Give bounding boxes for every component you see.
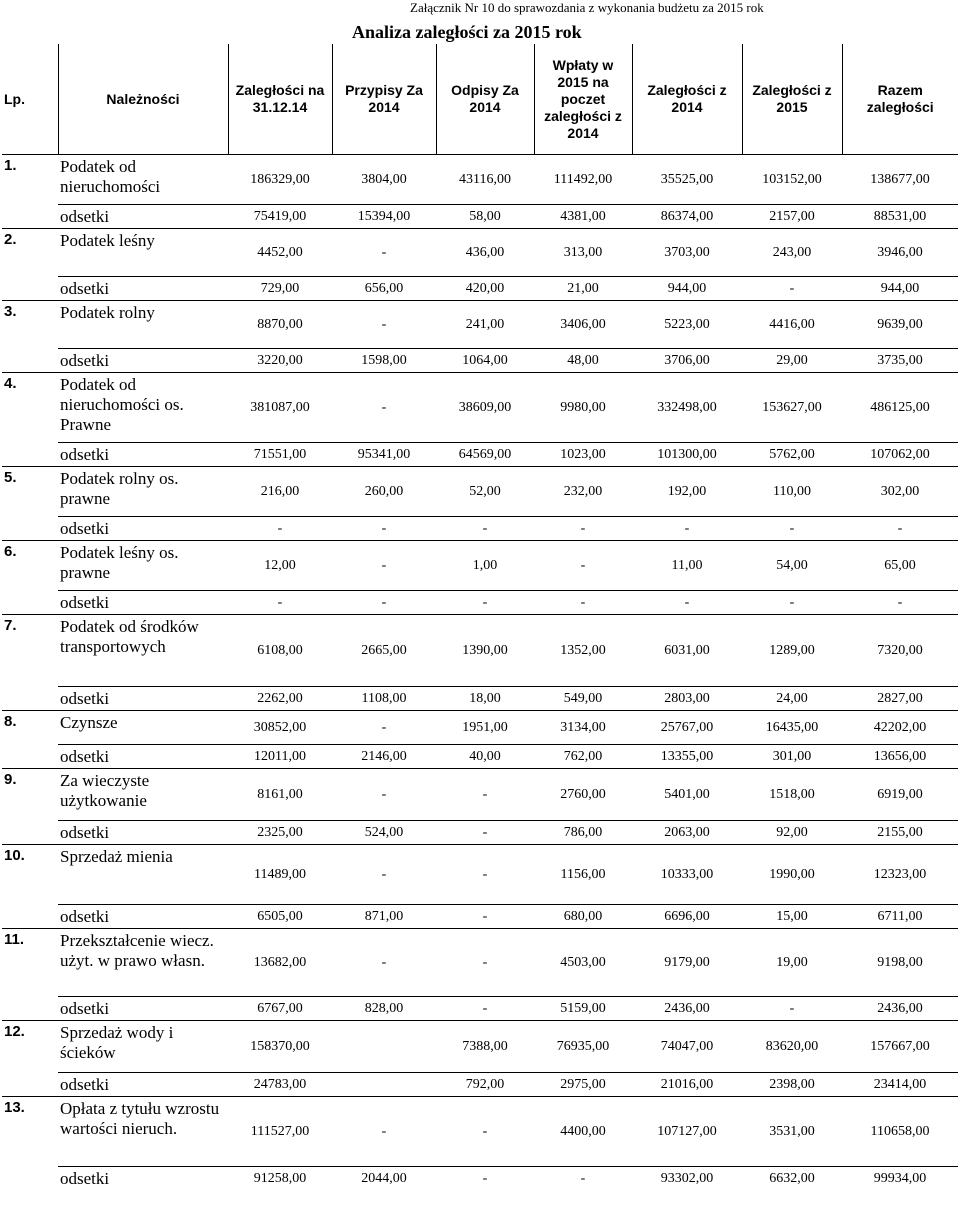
interest-row <box>2 1167 958 1191</box>
interest-value-cell: 5762,00 <box>742 443 842 467</box>
interest-value-cell: 729,00 <box>228 277 332 301</box>
interest-value-cell: 944,00 <box>632 277 742 301</box>
interest-value-cell: 1598,00 <box>332 349 436 373</box>
value-cell: - <box>332 229 436 277</box>
value-cell: 6108,00 <box>228 615 332 687</box>
value-cell: - <box>534 541 632 591</box>
value-cell: 1990,00 <box>742 845 842 905</box>
interest-row <box>2 745 958 769</box>
value-cell: 35525,00 <box>632 155 742 205</box>
interest-value-cell: 95341,00 <box>332 443 436 467</box>
interest-label: odsetki <box>58 277 228 301</box>
interest-value-cell: 792,00 <box>436 1073 534 1097</box>
interest-value-cell: - <box>534 591 632 615</box>
value-cell: 12323,00 <box>842 845 958 905</box>
value-cell: - <box>436 1097 534 1167</box>
interest-value-cell: 24,00 <box>742 687 842 711</box>
value-cell: 6919,00 <box>842 769 958 821</box>
interest-value-cell: 5159,00 <box>534 997 632 1021</box>
interest-label: odsetki <box>58 205 228 229</box>
interest-value-cell: 656,00 <box>332 277 436 301</box>
receivable-name: Czynsze <box>58 711 228 745</box>
interest-row <box>2 821 958 845</box>
value-cell: 19,00 <box>742 929 842 997</box>
value-cell: 1289,00 <box>742 615 842 687</box>
interest-value-cell: - <box>228 517 332 541</box>
interest-value-cell: - <box>742 591 842 615</box>
value-cell: 216,00 <box>228 467 332 517</box>
value-cell: 111527,00 <box>228 1097 332 1167</box>
value-cell: 9639,00 <box>842 301 958 349</box>
column-header-wplaty: Wpłaty w 2015 na poczet zaległości z 2014 <box>534 44 632 155</box>
value-cell: 76935,00 <box>534 1021 632 1073</box>
value-cell: 138677,00 <box>842 155 958 205</box>
table-row <box>2 1021 958 1073</box>
interest-value-cell: 3735,00 <box>842 349 958 373</box>
interest-value-cell: 2063,00 <box>632 821 742 845</box>
interest-row <box>2 349 958 373</box>
interest-value-cell: 93302,00 <box>632 1167 742 1191</box>
interest-value-cell: 13355,00 <box>632 745 742 769</box>
interest-value-cell: 420,00 <box>436 277 534 301</box>
interest-label: odsetki <box>58 745 228 769</box>
value-cell: 4400,00 <box>534 1097 632 1167</box>
receivable-name: Przekształcenie wiecz. użyt. w prawo własn. <box>58 929 228 997</box>
table-body <box>2 155 958 1191</box>
interest-value-cell: 6767,00 <box>228 997 332 1021</box>
value-cell: - <box>332 1097 436 1167</box>
interest-label: odsetki <box>58 997 228 1021</box>
interest-value-cell: - <box>842 591 958 615</box>
interest-value-cell: 3220,00 <box>228 349 332 373</box>
interest-value-cell: 101300,00 <box>632 443 742 467</box>
value-cell: 7388,00 <box>436 1021 534 1073</box>
value-cell: 186329,00 <box>228 155 332 205</box>
interest-value-cell: - <box>436 905 534 929</box>
interest-label: odsetki <box>58 687 228 711</box>
value-cell: 7320,00 <box>842 615 958 687</box>
value-cell: 3946,00 <box>842 229 958 277</box>
interest-value-cell: 48,00 <box>534 349 632 373</box>
value-cell: 192,00 <box>632 467 742 517</box>
value-cell: 65,00 <box>842 541 958 591</box>
interest-label: odsetki <box>58 591 228 615</box>
interest-row <box>2 997 958 1021</box>
interest-value-cell: 6632,00 <box>742 1167 842 1191</box>
value-cell: 111492,00 <box>534 155 632 205</box>
table-row <box>2 155 958 205</box>
row-number: 4. <box>2 373 58 467</box>
interest-value-cell: 6696,00 <box>632 905 742 929</box>
interest-value-cell: 6505,00 <box>228 905 332 929</box>
interest-value-cell: 2155,00 <box>842 821 958 845</box>
table-row <box>2 711 958 745</box>
value-cell: 1352,00 <box>534 615 632 687</box>
value-cell: 12,00 <box>228 541 332 591</box>
interest-row <box>2 277 958 301</box>
table-row <box>2 467 958 517</box>
interest-value-cell: 12011,00 <box>228 745 332 769</box>
value-cell: 13682,00 <box>228 929 332 997</box>
value-cell: 83620,00 <box>742 1021 842 1073</box>
value-cell: 74047,00 <box>632 1021 742 1073</box>
interest-value-cell: 828,00 <box>332 997 436 1021</box>
value-cell: 110658,00 <box>842 1097 958 1167</box>
value-cell: 1951,00 <box>436 711 534 745</box>
interest-row <box>2 443 958 467</box>
interest-row <box>2 1073 958 1097</box>
value-cell: 158370,00 <box>228 1021 332 1073</box>
table-row <box>2 301 958 349</box>
value-cell: 1,00 <box>436 541 534 591</box>
interest-value-cell: 21,00 <box>534 277 632 301</box>
interest-value-cell: 29,00 <box>742 349 842 373</box>
value-cell: 241,00 <box>436 301 534 349</box>
value-cell: 42202,00 <box>842 711 958 745</box>
interest-value-cell: 1023,00 <box>534 443 632 467</box>
value-cell: - <box>332 929 436 997</box>
table-row <box>2 769 958 821</box>
interest-value-cell: 944,00 <box>842 277 958 301</box>
receivable-name: Podatek od środków transportowych <box>58 615 228 687</box>
value-cell: 3804,00 <box>332 155 436 205</box>
receivable-name: Podatek leśny <box>58 229 228 277</box>
interest-label: odsetki <box>58 905 228 929</box>
receivable-name: Sprzedaż mienia <box>58 845 228 905</box>
interest-value-cell: 91258,00 <box>228 1167 332 1191</box>
value-cell: - <box>436 769 534 821</box>
row-number: 5. <box>2 467 58 541</box>
interest-value-cell: 2044,00 <box>332 1167 436 1191</box>
value-cell: 5223,00 <box>632 301 742 349</box>
interest-value-cell: 786,00 <box>534 821 632 845</box>
interest-value-cell: 99934,00 <box>842 1167 958 1191</box>
value-cell: 11,00 <box>632 541 742 591</box>
value-cell: 103152,00 <box>742 155 842 205</box>
value-cell: 243,00 <box>742 229 842 277</box>
value-cell: 8161,00 <box>228 769 332 821</box>
interest-label: odsetki <box>58 1167 228 1191</box>
interest-value-cell: 24783,00 <box>228 1073 332 1097</box>
interest-value-cell: 3706,00 <box>632 349 742 373</box>
table-row <box>2 929 958 997</box>
value-cell: 4416,00 <box>742 301 842 349</box>
value-cell: 260,00 <box>332 467 436 517</box>
interest-row <box>2 591 958 615</box>
interest-value-cell: - <box>436 997 534 1021</box>
value-cell: 313,00 <box>534 229 632 277</box>
interest-value-cell: 871,00 <box>332 905 436 929</box>
column-header-zaleglosci-31-12-14: Zaległości na 31.12.14 <box>228 44 332 155</box>
value-cell: 381087,00 <box>228 373 332 443</box>
row-number: 10. <box>2 845 58 929</box>
interest-value-cell: 15,00 <box>742 905 842 929</box>
interest-value-cell: 2325,00 <box>228 821 332 845</box>
interest-value-cell: 13656,00 <box>842 745 958 769</box>
interest-value-cell: - <box>332 591 436 615</box>
value-cell: 43116,00 <box>436 155 534 205</box>
value-cell: 8870,00 <box>228 301 332 349</box>
value-cell: 436,00 <box>436 229 534 277</box>
value-cell: 54,00 <box>742 541 842 591</box>
interest-value-cell: 680,00 <box>534 905 632 929</box>
value-cell: - <box>332 541 436 591</box>
value-cell: 9980,00 <box>534 373 632 443</box>
value-cell: 10333,00 <box>632 845 742 905</box>
row-number: 6. <box>2 541 58 615</box>
value-cell: 110,00 <box>742 467 842 517</box>
interest-value-cell: - <box>742 997 842 1021</box>
value-cell: 6031,00 <box>632 615 742 687</box>
row-number: 11. <box>2 929 58 1021</box>
interest-value-cell: 549,00 <box>534 687 632 711</box>
interest-row <box>2 517 958 541</box>
value-cell: 9198,00 <box>842 929 958 997</box>
interest-value-cell: 2157,00 <box>742 205 842 229</box>
interest-value-cell: 58,00 <box>436 205 534 229</box>
interest-value-cell: - <box>534 1167 632 1191</box>
value-cell: 107127,00 <box>632 1097 742 1167</box>
interest-value-cell: 2803,00 <box>632 687 742 711</box>
column-header-razem: Razem zaległości <box>842 44 958 155</box>
receivable-name: Opłata z tytułu wzrostu wartości nieruch. <box>58 1097 228 1167</box>
receivable-name: Za wieczyste użytkowanie <box>58 769 228 821</box>
interest-value-cell: - <box>436 517 534 541</box>
interest-value-cell: 2975,00 <box>534 1073 632 1097</box>
value-cell <box>332 1021 436 1073</box>
column-header-naleznosci: Należności <box>106 90 180 107</box>
interest-value-cell: 2146,00 <box>332 745 436 769</box>
receivable-name: Sprzedaż wody i ścieków <box>58 1021 228 1073</box>
receivable-name: Podatek rolny os. prawne <box>58 467 228 517</box>
interest-value-cell: 18,00 <box>436 687 534 711</box>
row-number: 12. <box>2 1021 58 1097</box>
interest-value-cell: 2436,00 <box>632 997 742 1021</box>
table-row <box>2 615 958 687</box>
value-cell: - <box>332 301 436 349</box>
interest-label: odsetki <box>58 1073 228 1097</box>
interest-row <box>2 205 958 229</box>
value-cell: 9179,00 <box>632 929 742 997</box>
interest-value-cell: 2398,00 <box>742 1073 842 1097</box>
value-cell: - <box>436 845 534 905</box>
header-row <box>2 44 958 155</box>
value-cell: - <box>436 929 534 997</box>
row-number: 9. <box>2 769 58 845</box>
table-row <box>2 1097 958 1167</box>
value-cell: 1390,00 <box>436 615 534 687</box>
value-cell: 486125,00 <box>842 373 958 443</box>
interest-label: odsetki <box>58 821 228 845</box>
table-row <box>2 229 958 277</box>
value-cell: - <box>332 845 436 905</box>
value-cell: 232,00 <box>534 467 632 517</box>
table-row <box>2 845 958 905</box>
column-header-lp: Lp. <box>2 44 58 155</box>
interest-value-cell: 88531,00 <box>842 205 958 229</box>
interest-value-cell: 524,00 <box>332 821 436 845</box>
row-number: 2. <box>2 229 58 301</box>
value-cell: 3703,00 <box>632 229 742 277</box>
receivable-name: Podatek leśny os. prawne <box>58 541 228 591</box>
interest-value-cell: - <box>534 517 632 541</box>
interest-value-cell: 6711,00 <box>842 905 958 929</box>
value-cell: 16435,00 <box>742 711 842 745</box>
column-header-odpisy: Odpisy Za 2014 <box>436 44 534 155</box>
interest-value-cell: 92,00 <box>742 821 842 845</box>
interest-value-cell: - <box>632 517 742 541</box>
interest-value-cell: - <box>742 517 842 541</box>
attachment-note: Załącznik Nr 10 do sprawozdania z wykonania budżetu za 2015 rok <box>410 0 764 15</box>
value-cell: 1518,00 <box>742 769 842 821</box>
value-cell: 3406,00 <box>534 301 632 349</box>
interest-label: odsetki <box>58 517 228 541</box>
interest-value-cell: - <box>436 821 534 845</box>
value-cell: 5401,00 <box>632 769 742 821</box>
interest-row <box>2 905 958 929</box>
interest-value-cell: 2436,00 <box>842 997 958 1021</box>
interest-value-cell: 64569,00 <box>436 443 534 467</box>
table-row <box>2 373 958 443</box>
interest-label: odsetki <box>58 349 228 373</box>
value-cell: 302,00 <box>842 467 958 517</box>
interest-value-cell: 2827,00 <box>842 687 958 711</box>
value-cell: 38609,00 <box>436 373 534 443</box>
interest-value-cell: - <box>842 517 958 541</box>
row-number: 7. <box>2 615 58 711</box>
interest-value-cell: 301,00 <box>742 745 842 769</box>
interest-value-cell: 75419,00 <box>228 205 332 229</box>
value-cell: 1156,00 <box>534 845 632 905</box>
interest-value-cell: - <box>632 591 742 615</box>
value-cell: 3531,00 <box>742 1097 842 1167</box>
interest-value-cell: 86374,00 <box>632 205 742 229</box>
column-header-przypisy: Przypisy Za 2014 <box>332 44 436 155</box>
value-cell: 2760,00 <box>534 769 632 821</box>
value-cell: 52,00 <box>436 467 534 517</box>
receivable-name: Podatek rolny <box>58 301 228 349</box>
interest-value-cell <box>332 1073 436 1097</box>
column-header-zaleglosci-2015: Zaległości z 2015 <box>742 44 842 155</box>
value-cell: - <box>332 373 436 443</box>
interest-value-cell: - <box>436 1167 534 1191</box>
interest-value-cell: - <box>436 591 534 615</box>
interest-value-cell: 762,00 <box>534 745 632 769</box>
value-cell: 4503,00 <box>534 929 632 997</box>
row-number: 3. <box>2 301 58 373</box>
value-cell: 332498,00 <box>632 373 742 443</box>
row-number: 13. <box>2 1097 58 1191</box>
interest-value-cell: 1064,00 <box>436 349 534 373</box>
interest-value-cell: - <box>332 517 436 541</box>
interest-value-cell: 4381,00 <box>534 205 632 229</box>
interest-value-cell: - <box>228 591 332 615</box>
receivable-name: Podatek od nieruchomości os. Prawne <box>58 373 228 443</box>
value-cell: 25767,00 <box>632 711 742 745</box>
interest-value-cell: 2262,00 <box>228 687 332 711</box>
value-cell: - <box>332 711 436 745</box>
value-cell: 157667,00 <box>842 1021 958 1073</box>
value-cell: 2665,00 <box>332 615 436 687</box>
value-cell: 3134,00 <box>534 711 632 745</box>
row-number: 1. <box>2 155 58 229</box>
interest-value-cell: 15394,00 <box>332 205 436 229</box>
interest-value-cell: 107062,00 <box>842 443 958 467</box>
interest-value-cell: 40,00 <box>436 745 534 769</box>
value-cell: - <box>332 769 436 821</box>
interest-value-cell: - <box>742 277 842 301</box>
value-cell: 11489,00 <box>228 845 332 905</box>
value-cell: 4452,00 <box>228 229 332 277</box>
row-number: 8. <box>2 711 58 769</box>
table-row <box>2 541 958 591</box>
interest-value-cell: 21016,00 <box>632 1073 742 1097</box>
arrears-table <box>2 44 958 1190</box>
value-cell: 153627,00 <box>742 373 842 443</box>
value-cell: 30852,00 <box>228 711 332 745</box>
receivable-name: Podatek od nieruchomości <box>58 155 228 205</box>
interest-row <box>2 687 958 711</box>
interest-value-cell: 23414,00 <box>842 1073 958 1097</box>
column-header-zaleglosci-2014: Zaległości z 2014 <box>632 44 742 155</box>
document-title: Analiza zaległości za 2015 rok <box>352 22 582 42</box>
interest-value-cell: 71551,00 <box>228 443 332 467</box>
interest-label: odsetki <box>58 443 228 467</box>
interest-value-cell: 1108,00 <box>332 687 436 711</box>
